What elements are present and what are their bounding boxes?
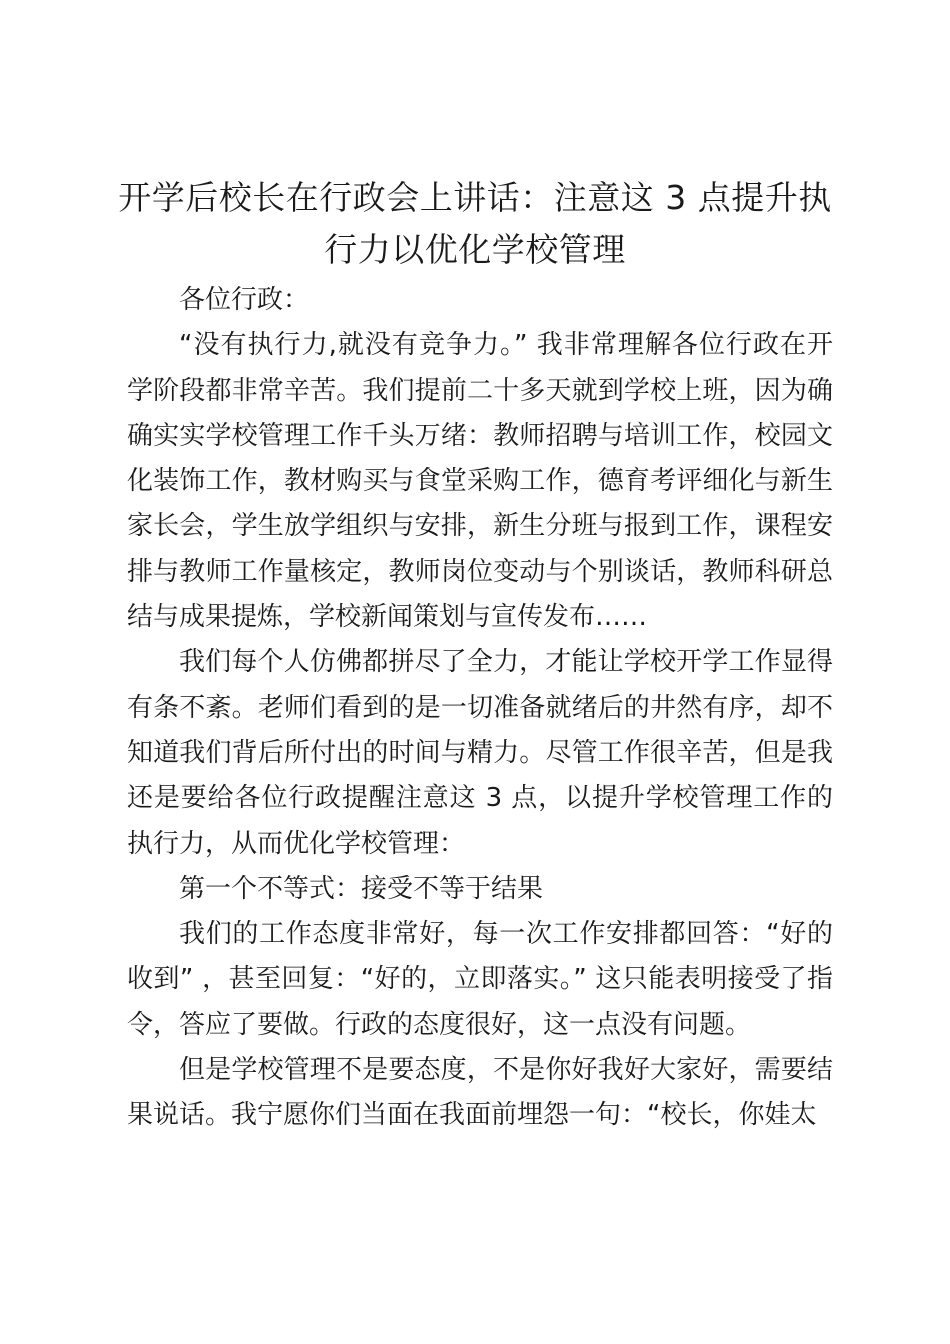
paragraph: 我们每个人仿佛都拼尽了全力，才能让学校开学工作显得有条不紊。老师们看到的是一切准备就绪后的井然有序，却不知道我们背后所付出的时间与精力。尽管工作很辛苦，但是我还是要给各位行政提醒注意这 3 点，以提升学校管理工作的执行力，从而优化学校管理： (127, 647, 833, 859)
paragraph: 我们的工作态度非常好，每一次工作安排都回答：“好的收到” ，甚至回复：“好的，立即落实。” 这只能表明接受了指令，答应了要做。行政的态度很好，这一点没有问题。 (127, 919, 833, 1040)
paragraph: 但是学校管理不是要态度，不是你好我好大家好，需要结果说话。我宁愿你们当面在我面前埋怨一句：“校长，你娃太 (127, 1055, 833, 1131)
section-heading: 第一个不等式：接受不等于结果 (179, 873, 544, 904)
paragraph: “没有执行力,就没有竞争力。” 我非常理解各位行政在开学阶段都非常辛苦。我们提前二十多天就到学校上班，因为确确实实学校管理工作千头万绪：教师招聘与培训工作，校园文化装饰工作，教材购买与食堂采购工作，德育考评细化与新生家长会，学生放学组织与安排，新生分班与报到工作，课程安排与教师工作量核定，教师岗位变动与个别谈话，教师科研总结与成果提炼，学校新闻策划与宣传发布…… (127, 330, 833, 633)
paragraph-salutation: 各位行政： (179, 285, 310, 315)
document-body (127, 278, 833, 1139)
document-title: 开学后校长在行政会上讲话：注意这 3 点提升执行力以优化学校管理 (118, 178, 832, 269)
